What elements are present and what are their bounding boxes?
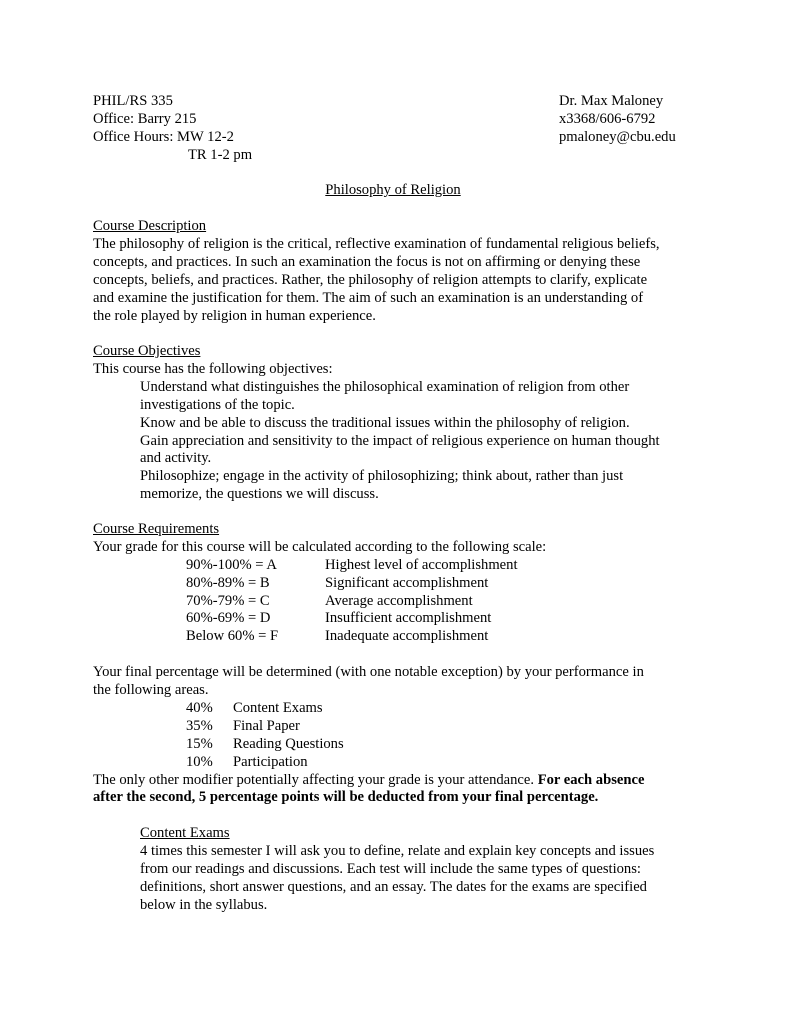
objective-line: and activity.	[140, 450, 212, 467]
final-intro-line: Your final percentage will be determined (with one notable exception) by your performance in	[93, 664, 644, 681]
grade-scale	[93, 557, 713, 646]
course-objectives-section	[93, 343, 713, 504]
final-intro-line: the following areas.	[93, 682, 209, 699]
description-line: The philosophy of religion is the critical, reflective examination of fundamental religious beliefs,	[93, 235, 660, 252]
weight-percent: 10%	[186, 753, 213, 770]
grade-row	[93, 557, 713, 575]
objective-line: Gain appreciation and sensitivity to the impact of religious experience on human thought	[140, 432, 660, 449]
content-exams-section	[93, 825, 760, 915]
course-objectives-heading: Course Objectives	[93, 343, 201, 359]
page-title	[0, 182, 791, 200]
description-line: concepts, beliefs, and practices. Rather, the philosophy of religion attempts to clarify, explicate	[93, 271, 648, 288]
objectives-list	[93, 379, 713, 504]
grade-range: 90%-100% = A	[186, 556, 277, 573]
weight-area: Final Paper	[233, 717, 300, 734]
content-exams-heading: Content Exams	[140, 825, 230, 841]
grade-row	[93, 593, 713, 611]
course-info	[93, 93, 252, 165]
objective-line: investigations of the topic.	[140, 396, 295, 413]
content-exams-line: below in the syllabus.	[140, 896, 268, 913]
absence-penalty-text: For each absence	[537, 771, 645, 788]
instructor-email: pmaloney@cbu.edu	[559, 128, 676, 145]
content-exams-line: from our readings and discussions. Each test will include the same types of questions:	[140, 860, 641, 877]
description-line: concepts, and practices. In such an examination the focus is not on affirming or denying these	[93, 253, 641, 270]
weight-area: Participation	[233, 753, 308, 770]
grade-range: 70%-79% = C	[186, 592, 270, 609]
grade-row	[93, 610, 713, 628]
objectives-intro: This course has the following objectives:	[93, 360, 333, 377]
content-exams-line: definitions, short answer questions, and an essay. The dates for the exams are specified	[140, 878, 647, 895]
instructor-info	[559, 93, 676, 147]
weight-row	[93, 754, 713, 772]
course-description-section	[93, 218, 713, 325]
content-exams-line: 4 times this semester I will ask you to define, relate and explain key concepts and issues	[140, 842, 655, 859]
weight-row	[93, 700, 713, 718]
course-requirements-heading: Course Requirements	[93, 521, 220, 537]
spacer	[93, 646, 713, 664]
grade-description: Highest level of accomplishment	[325, 556, 518, 573]
office-hours: Office Hours: MW 12-2	[93, 128, 234, 145]
grade-range: 60%-69% = D	[186, 610, 271, 627]
grade-description: Inadequate accomplishment	[325, 628, 489, 645]
weight-area: Content Exams	[233, 699, 323, 716]
requirements-intro: Your grade for this course will be calculated according to the following scale:	[93, 538, 547, 555]
instructor-phone: x3368/606-6792	[559, 110, 656, 127]
course-code: PHIL/RS 335	[93, 93, 173, 109]
weight-row	[93, 736, 713, 754]
description-line: and examine the justification for them. The aim of such an examination is an understanding of	[93, 289, 644, 306]
description-line: the role played by religion in human experience.	[93, 307, 376, 324]
office-location: Office: Barry 215	[93, 110, 197, 127]
grade-description: Insufficient accomplishment	[325, 610, 492, 627]
grade-range: 80%-89% = B	[186, 574, 270, 591]
office-hours-tr: TR 1-2 pm	[188, 146, 253, 163]
grade-row	[93, 628, 713, 646]
grade-description: Average accomplishment	[325, 592, 473, 609]
title-text: Philosophy of Religion	[325, 182, 461, 198]
course-description-heading: Course Description	[93, 218, 207, 234]
grade-row	[93, 575, 713, 593]
attendance-modifier-text: The only other modifier potentially affecting your grade is your attendance.	[93, 771, 535, 788]
weight-percent: 40%	[186, 699, 213, 716]
course-requirements-section	[93, 521, 713, 807]
attendance-modifier-line	[93, 772, 713, 790]
objective-line: Philosophize; engage in the activity of philosophizing; think about, rather than just	[140, 468, 624, 485]
weight-area: Reading Questions	[233, 735, 344, 752]
objective-line: memorize, the questions we will discuss.	[140, 486, 379, 503]
weight-percent: 35%	[186, 717, 213, 734]
weight-row	[93, 718, 713, 736]
grade-weights	[93, 700, 713, 772]
grade-range: Below 60% = F	[186, 628, 279, 645]
grade-description: Significant accomplishment	[325, 574, 489, 591]
objective-line: Understand what distinguishes the philosophical examination of religion from other	[140, 378, 630, 395]
objective-line: Know and be able to discuss the traditional issues within the philosophy of religion.	[140, 414, 630, 431]
absence-penalty-line: after the second, 5 percentage points will be deducted from your final percentage.	[93, 789, 599, 806]
instructor-name: Dr. Max Maloney	[559, 93, 664, 109]
weight-percent: 15%	[186, 735, 213, 752]
